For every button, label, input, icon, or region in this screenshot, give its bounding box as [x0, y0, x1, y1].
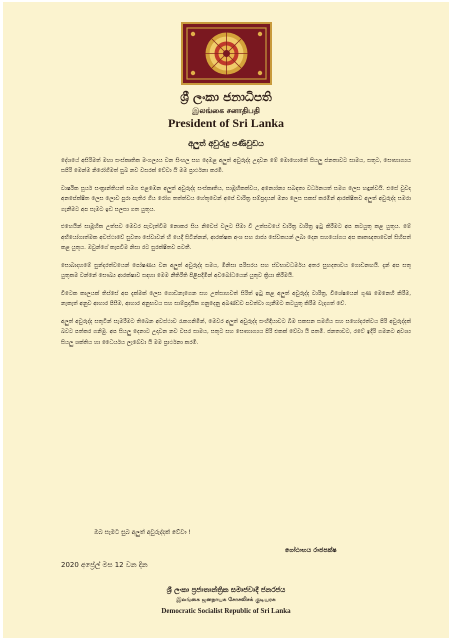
letter-page: [3, 2, 449, 638]
message-paragraph: විටෙක කාලයක් තිස්සේ අප දැක්මක් ලෙස ගොඩනැගෙන සහ උත්සාහවත් සිරිත් ඉටු කළ අලුත් අවුරුද්ද වාරිත්‍ර, විශේෂයෙන් ගුණ මෙනෙහි කිරීම, නැකැත් අනුව ආහාර පිසීම, ආහාර අනුභවය සහ සාම්ප්‍රදායික ගනුදෙනු අඛණ්ඩව පවත්වා ගැනීමට කටයුතු කිරීම වැදගත් වේ.: [61, 290, 411, 308]
office-title-tamil: இலங்கை சனாதிபதி: [192, 106, 260, 115]
closing-greeting: ඔබ සැමට සුබ අලුත් අවුරුද්දක් වේවා !: [94, 529, 191, 536]
message-body: [61, 156, 411, 355]
country-name-tamil: இலங்கை ஜனநாயக சோசலிசக் குடியரசு: [176, 597, 276, 603]
office-title-english: President of Sri Lanka: [167, 116, 285, 130]
message-paragraph: එහෙයින් සාමූහික උත්සව මෙවර පැවැත්වීම නොකර සිය නිවෙස් වලට සීමා වී උත්සවයේ චාරිත්‍ර වාරිත්‍ර ඉටු කිරීමට අප කටයුතු කළ යුතුය. මේ අභියෝගාත්මක අවස්ථාවේ සුවතා සේවාවන් හි යෙදී සිටින්නන්, ආරක්ෂක අංශ සහ රාජ්‍ය සේවකයන් ලබා දෙන සහයෝගය අප කෘතඥතාවෙන් සිහිපත් කළ යුතුය. ඔවුන්ගේ කැපවීම නිසා රට සුරක්ෂිතව පවතී.: [61, 224, 411, 252]
country-name-sinhala: ශ්‍රී ලංකා ප්‍රජාතාන්ත්‍රික සමාජවාදී ජනරජය: [166, 586, 286, 594]
signatory-name: ගෝඨාභය රාජපක්ෂ: [285, 547, 337, 554]
dharma-wheel-icon: [183, 24, 270, 83]
letter-date: 2020 අප්‍රේල් මස 12 වන දින: [61, 561, 148, 569]
message-paragraph: දේශයේ අසිරිමත් මහා සංස්කෘතික මංගල්‍යය වන සිංහල සහ දෙමළ අලුත් අවුරුද්ද උදාවන මේ මොහොතේ සියලු ජනතාවට සාමය, සතුට, සෞභාග්‍යය සපිරි මෙන්ම නිරෝගිමත් සුබ නව වසරක් වේවා යි මම ප්‍රාර්ථනා කරමි.: [61, 158, 411, 175]
presidential-flag-emblem-icon: [181, 22, 272, 85]
message-paragraph: සොබාදහමේ සුන්දරත්වයෙන් පෝෂණය වන අලුත් අවුරුද්ද සමය, මිනිසා පරිසරය සහ ස්වභාවධර්මය අතර සුහදතාවය ගොඩනඟයි. දැන් අප සතු යුතුකම වන්නේ සෞඛ්‍ය ආරක්ෂාව සඳහා මෙම නීතිරීති පිළිපදිමින් අවබෝධයෙන් යුතුව ක්‍රියා කිරීමයි.: [61, 262, 411, 280]
office-title-sinhala: ශ්‍රී ලංකා ජනාධිපති: [180, 90, 272, 104]
message-heading: අලුත් අවුරුදු පණිවුඩය: [188, 139, 264, 148]
message-paragraph: වාර්ෂික සූර්ය සංක්‍රාන්තියත් සමග එළඹෙන අලුත් අවුරුද්ද සංස්කෘතිය, සාමූහිකත්වය, අන්‍යෝන්‍ය සබඳතා වර්ධනයත් සමග ලෙස හඳුන්වයි. එසේ වුවද අනපේක්ෂිත ලෙස ලොව පුරා පැතිර ගිය රෝග තත්ත්වය හේතුවෙන් අපේ චාරිත්‍ර සම්ප්‍රදායන් මනා ලෙස සකස් කරමින් ආරක්ෂිතව අලුත් අවුරුද්ද සමරා ගැනීමට අප සැමට ඉඩ සලසා ගත යුතුය.: [61, 186, 411, 213]
message-paragraph: අලුත් අවුරුද්ද සතුටින් සැමරීමට තිබෙන අවස්ථාව රැකගනිමින්, මෙවර අලුත් අවුරුද්ද සංහිඳියාවට බිම සකසන සමගිය සහ සහෝදරත්වය පිරි අවුරුද්දක් බවට පත්කර ගනිමු. අප සියලු දෙනාට උදාවන නව වසර සාමය, සතුට සහ සෞභාග්‍යය පිරි එකක් වේවා යි පතමි. ජනතාවට, රටේ ඉදිරි ගමනට අවශ්‍ය සියලු ශක්තිය හා ධෛර්යය ලැබේවා යි මම ප්‍රාර්ථනා කරමි.: [61, 319, 411, 346]
country-name-english: Democratic Socialist Republic of Sri Lanka: [161, 607, 291, 615]
